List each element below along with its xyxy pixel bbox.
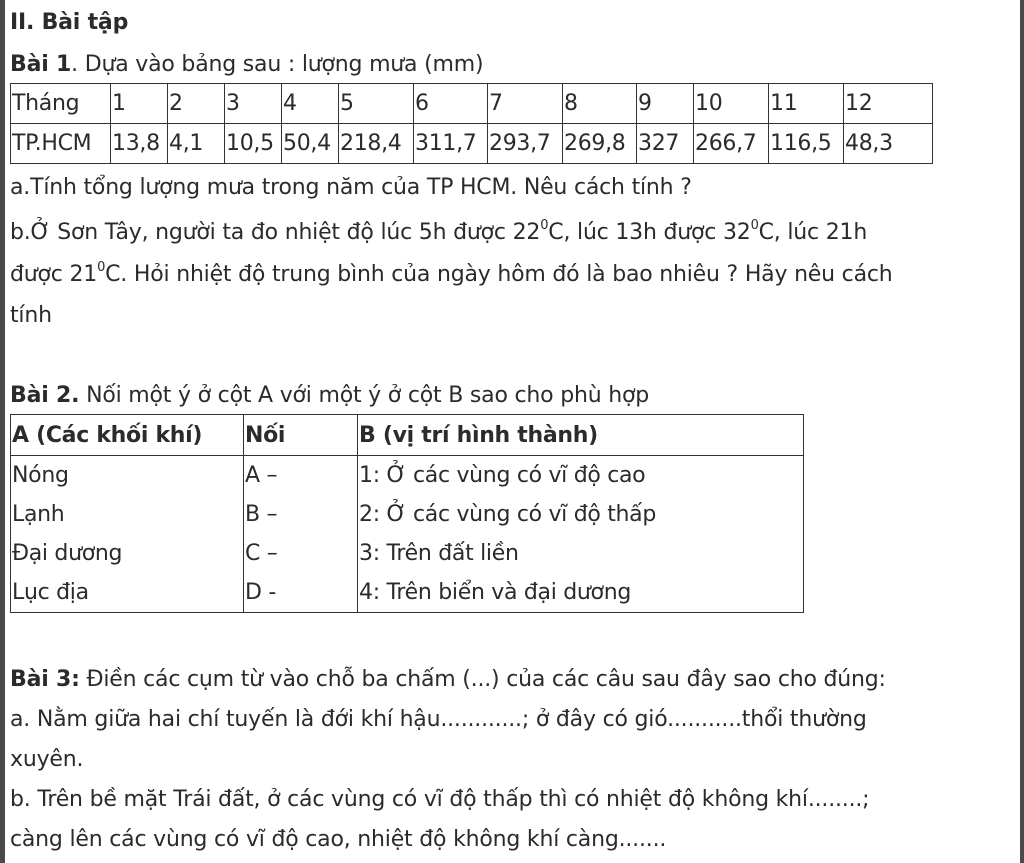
ex3-title — [10, 665, 886, 695]
ex2-label: Bài 2. — [10, 383, 80, 408]
table-cell: Nóng — [11, 456, 244, 496]
ex1-question-b-line3: tính — [10, 303, 52, 328]
table-cell: 3 — [225, 84, 282, 124]
superscript: 0 — [750, 218, 759, 233]
table-cell: 12 — [844, 84, 933, 124]
table-cell: B – — [244, 495, 358, 534]
ex3-question-b: b. Trên bề mặt Trái đất, ở các vùng có vĩ độ thấp thì có nhiệt độ không khí........; — [10, 787, 870, 812]
ex3-question-a-line2: xuyên. — [10, 747, 84, 772]
table-cell: C – — [244, 534, 358, 573]
rainfall-data-row — [11, 124, 933, 164]
ex1-question-a: a.Tính tổng lượng mưa trong năm của TP HCM. Nêu cách tính ? — [10, 175, 692, 200]
table-cell: Đại dương — [11, 534, 244, 573]
ex2-title — [10, 381, 649, 411]
table-header-cell: A (Các khối khí) — [11, 415, 244, 456]
table-cell: 2: Ở các vùng có vĩ độ thấp — [358, 495, 804, 534]
table-cell: 116,5 — [769, 124, 844, 164]
ex2-intro: Nối một ý ở cột A với một ý ở cột B sao cho phù hợp — [79, 383, 650, 408]
table-cell: Lục địa — [11, 573, 244, 613]
ex3-question-a: a. Nằm giữa hai chí tuyến là đới khí hậu............; ở đây có gió...........thổi thường — [10, 707, 867, 732]
table-cell: 5 — [339, 84, 414, 124]
table-header-cell: B (vị trí hình thành) — [358, 415, 804, 456]
text-run: b.Ở Sơn Tây, người ta đo nhiệt độ lúc 5h được 22 — [10, 220, 541, 245]
table-cell: 50,4 — [282, 124, 339, 164]
matching-header-row — [11, 415, 804, 456]
table-cell: Tháng — [11, 84, 111, 124]
table-cell: 6 — [414, 84, 488, 124]
text-run: được 21 — [10, 262, 98, 287]
table-row — [11, 573, 804, 613]
table-cell: 1 — [111, 84, 168, 124]
text-run: C, lúc 21h — [758, 220, 868, 245]
table-cell: 327 — [637, 124, 694, 164]
rainfall-header-row — [11, 84, 933, 124]
table-cell: 9 — [637, 84, 694, 124]
ex1-question-b-line2 — [10, 260, 893, 290]
ex1-intro: . Dựa vào bảng sau : lượng mưa (mm) — [71, 52, 484, 77]
table-cell: 218,4 — [339, 124, 414, 164]
table-cell: 1: Ở các vùng có vĩ độ cao — [358, 456, 804, 496]
ex1-question-b — [10, 218, 867, 248]
table-header-cell: Nối — [244, 415, 358, 456]
ex3-intro: Điền các cụm từ vào chỗ ba chấm (...) của các câu sau đây sao cho đúng: — [79, 667, 886, 692]
table-cell: TP.HCM — [11, 124, 111, 164]
table-cell: 48,3 — [844, 124, 933, 164]
ex1-title — [10, 50, 483, 80]
ex1-label: Bài 1 — [10, 52, 72, 77]
text-run: C, lúc 13h được 32 — [548, 220, 751, 245]
table-row — [11, 456, 804, 496]
table-cell: A – — [244, 456, 358, 496]
superscript: 0 — [97, 260, 106, 275]
table-cell: 269,8 — [563, 124, 637, 164]
table-cell: 7 — [488, 84, 563, 124]
table-cell: D - — [244, 573, 358, 613]
table-cell: 266,7 — [694, 124, 769, 164]
table-row — [11, 495, 804, 534]
table-cell: 4 — [282, 84, 339, 124]
table-cell: 10 — [694, 84, 769, 124]
table-row — [11, 534, 804, 573]
section-title: II. Bài tập — [10, 10, 129, 35]
table-cell: 10,5 — [225, 124, 282, 164]
table-cell: 4,1 — [168, 124, 225, 164]
table-cell: 3: Trên đất liền — [358, 534, 804, 573]
table-cell: 293,7 — [488, 124, 563, 164]
table-cell: 8 — [563, 84, 637, 124]
table-cell: 4: Trên biển và đại dương — [358, 573, 804, 613]
table-cell: 13,8 — [111, 124, 168, 164]
table-cell: 11 — [769, 84, 844, 124]
table-cell: 311,7 — [414, 124, 488, 164]
left-border — [0, 0, 5, 863]
table-cell: 2 — [168, 84, 225, 124]
text-run: C. Hỏi nhiệt độ trung bình của ngày hôm đó là bao nhiêu ? Hãy nêu cách — [105, 262, 893, 287]
ex3-label: Bài 3: — [10, 667, 80, 692]
ex3-question-b-line2: càng lên các vùng có vĩ độ cao, nhiệt độ không khí càng....... — [10, 827, 667, 852]
table-cell: Lạnh — [11, 495, 244, 534]
matching-table — [10, 414, 804, 613]
rainfall-table — [10, 83, 933, 164]
right-border — [1020, 0, 1024, 863]
superscript: 0 — [540, 218, 549, 233]
